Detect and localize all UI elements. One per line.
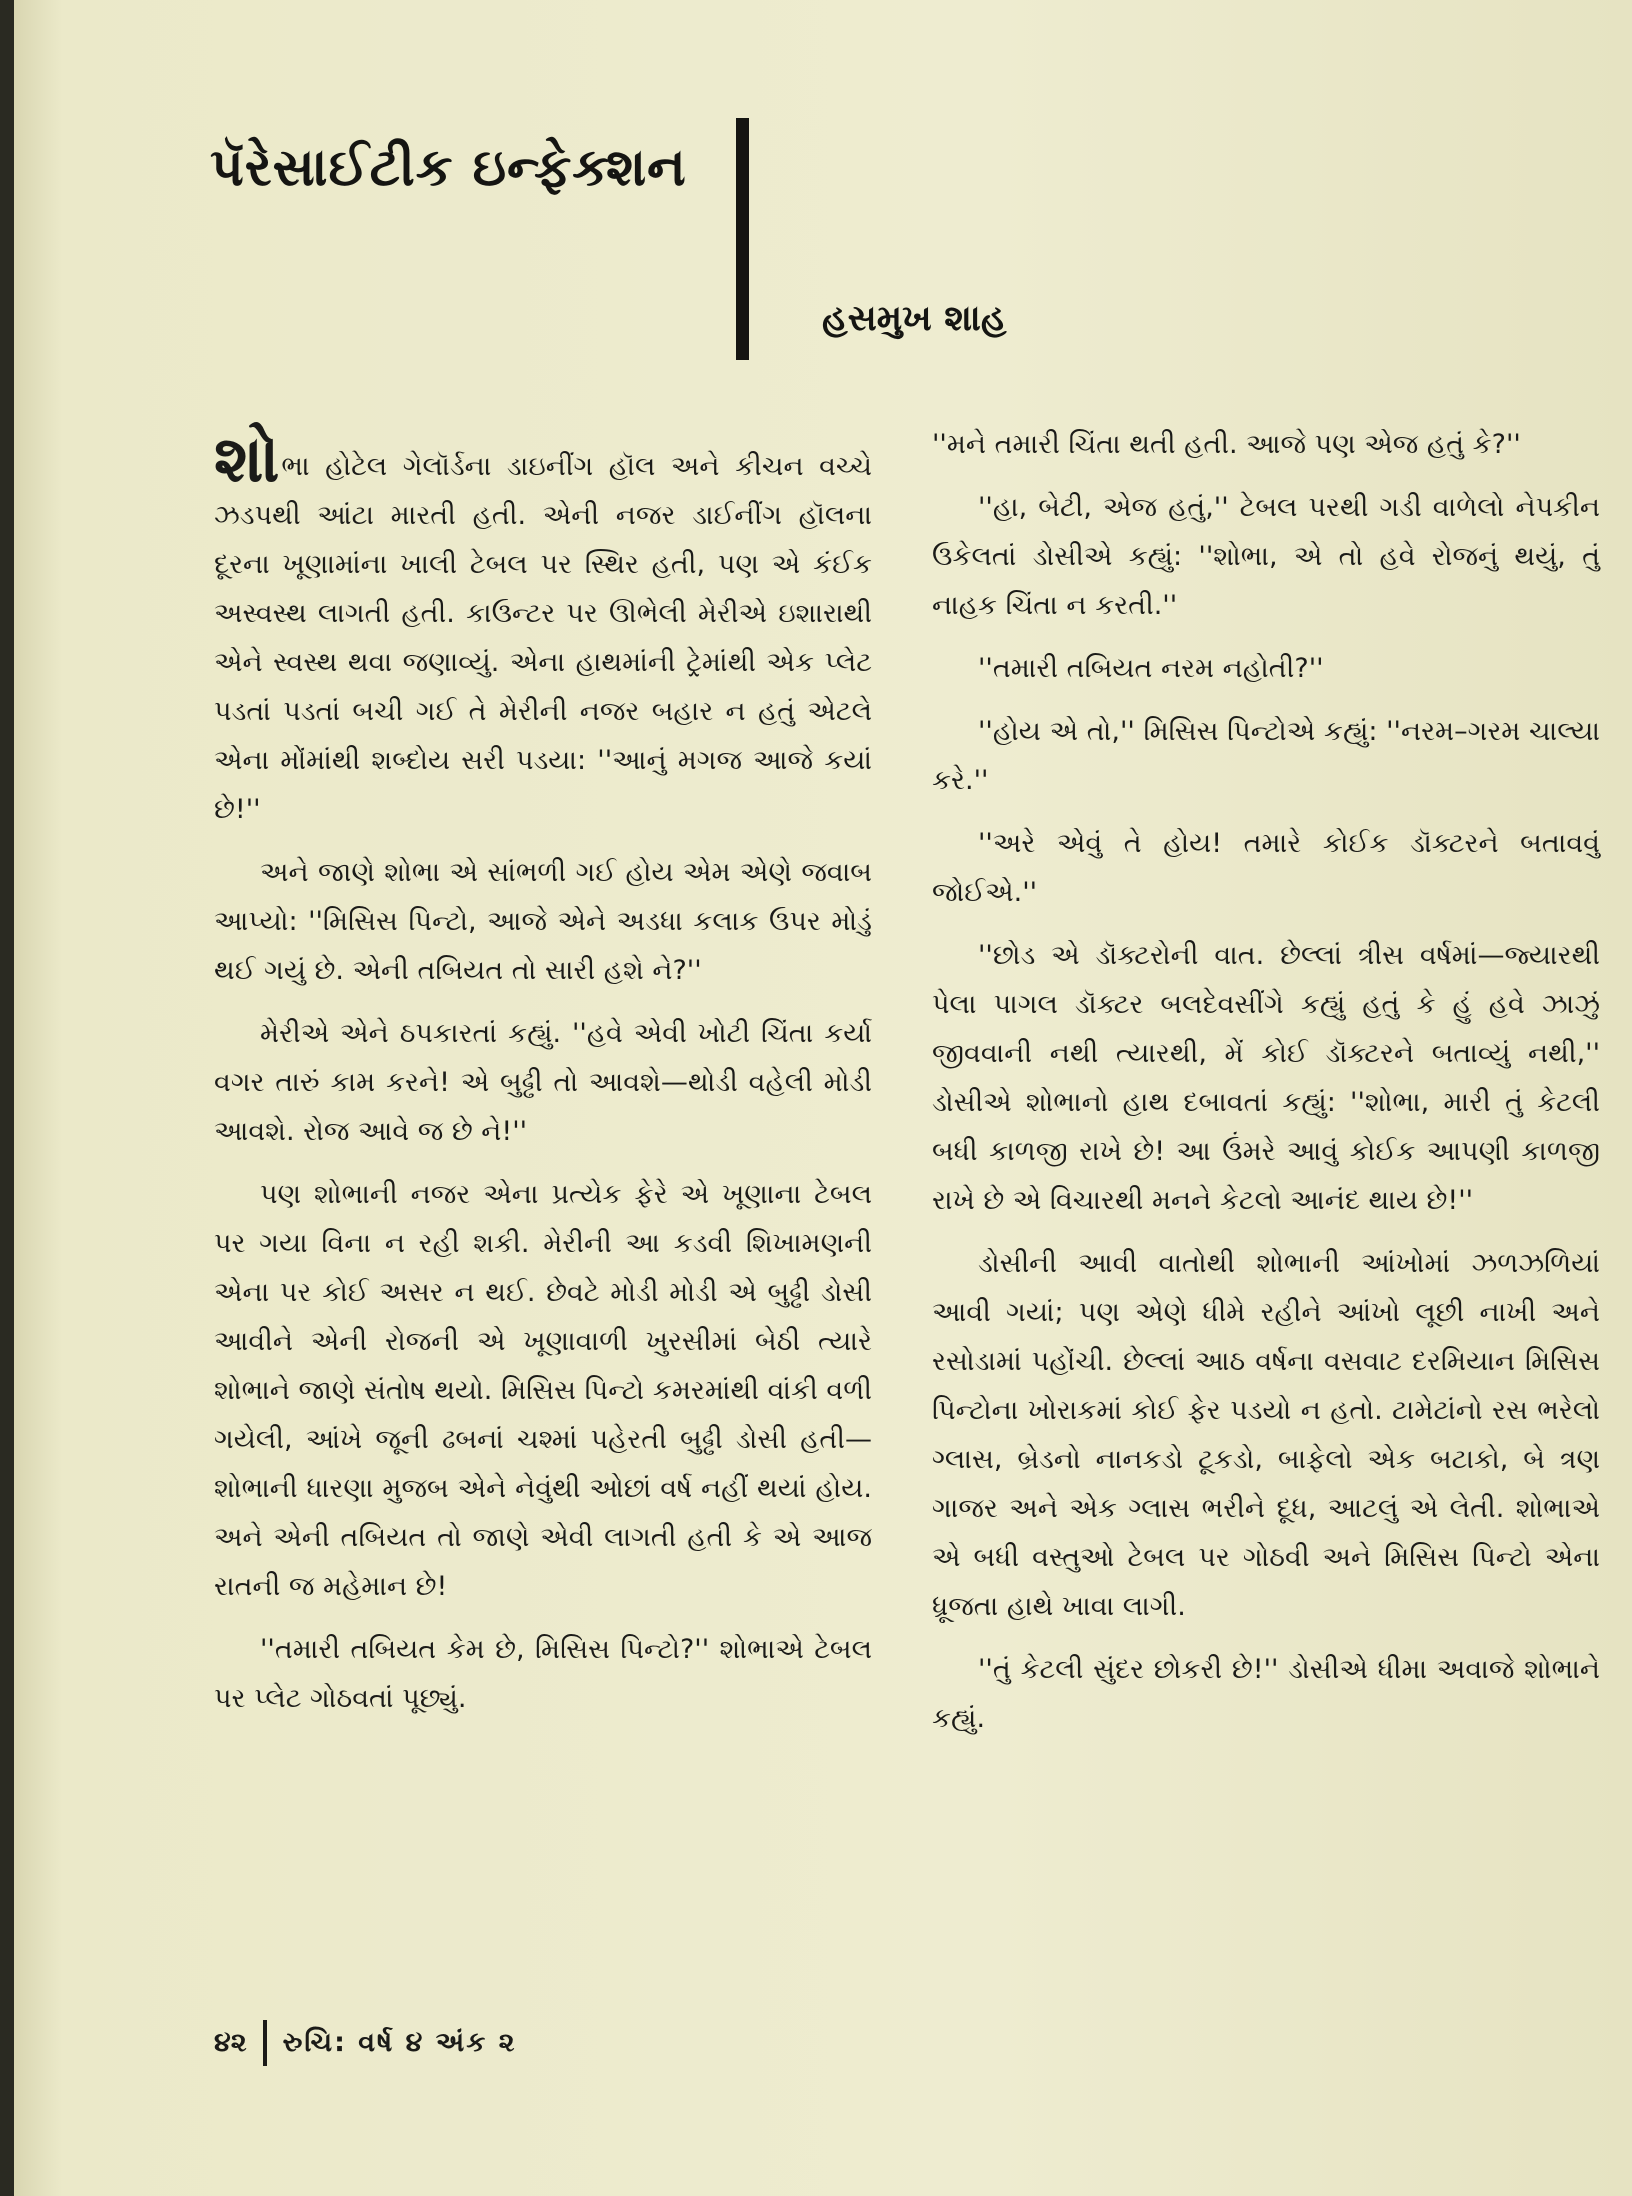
paragraph: અને જાણે શોભા એ સાંભળી ગઈ હોય એમ એણે જવાબ આપ્યો: ''મિસિસ પિન્ટો, આજે એને અડધા કલાક ઉપર મોડું થઈ ગયું છે. એની તબિયત તો સારી હશે ને?'' xyxy=(214,857,872,986)
story-title: પૅરેસાઈટીક ઇન્ફેક્શન xyxy=(210,138,687,198)
paragraph-text: ભા હોટેલ ગેલૉર્ડના ડાઇનીંગ હૉલ અને કીચન વચ્ચે ઝડપથી આંટા મારતી હતી. એની નજર ડાઈનીંગ હૉલના દૂરના ખૂણામાંના ખાલી ટેબલ પર સ્થિર હતી, પણ એ કંઈક અસ્વસ્થ લાગતી હતી. કાઉન્ટર પર ઊભેલી મેરીએ ઇશારાથી એને સ્વસ્થ થવા જણાવ્યું. એના હાથમાંની ટ્રેમાંથી એક પ્લેટ પડતાં પડતાં બચી ગઈ તે મેરીની નજર બહાર ન હતું એટલે એના મોંમાંથી શબ્દોય સરી પડયા: ''આનું મગજ આજે કયાં છે!'' xyxy=(214,451,872,825)
paragraph: પણ શોભાની નજર એના પ્રત્યેક ફેરે એ ખૂણાના ટેબલ પર ગયા વિના ન રહી શકી. મેરીની આ કડવી શિખામણની એના પર કોઈ અસર ન થઈ. છેવટે મોડી મોડી એ બુઢ્ઢી ડોસી આવીને એની રોજની એ ખૂણાવાળી ખુરસીમાં બેઠી ત્યારે શોભાને જાણે સંતોષ થયો. મિસિસ પિન્ટો કમરમાંથી વાંકી વળી ગયેલી, આંખે જૂની ઢબનાં ચશ્માં પહેરતી બુઢ્ઢી ડોસી હતી—શોભાની ધારણા મુજબ એને નેવુંથી ઓછાં વર્ષ નહીં થયાં હોય. અને એની તબિયત તો જાણે એવી લાગતી હતી કે એ આજ રાતની જ મહેમાન છે! xyxy=(214,1179,872,1602)
author-name: હસમુખ શાહ xyxy=(822,298,1007,339)
page-footer xyxy=(214,2020,517,2066)
left-column xyxy=(214,423,872,1737)
footer-divider xyxy=(263,2020,267,2066)
paragraph: ''અરે એવું તે હોય! તમારે કોઈક ડૉક્ટરને બતાવવું જોઈએ.'' xyxy=(932,828,1600,908)
paragraph: ''તું કેટલી સુંદર છોકરી છે!'' ડોસીએ ધીમા અવાજે શોભાને કહ્યું. xyxy=(932,1654,1600,1734)
page-number: ૪૨ xyxy=(214,2027,247,2058)
paragraph: ''હોય એ તો,'' મિસિસ પિન્ટોએ કહ્યું: ''નરમ–ગરમ ચાલ્યા કરે.'' xyxy=(932,716,1600,796)
magazine-page xyxy=(14,0,1632,2196)
paragraph-continuation: ''મને તમારી ચિંતા થતી હતી. આજે પણ એજ હતું કે?'' xyxy=(932,429,1521,460)
title-divider xyxy=(736,118,749,360)
paragraph xyxy=(214,423,872,834)
magazine-issue: રુચિ: વર્ષ ૪ અંક ૨ xyxy=(282,2027,517,2058)
paragraph: ''તમારી તબિયત કેમ છે, મિસિસ પિન્ટો?'' શોભાએ ટેબલ પર પ્લેટ ગોઠવતાં પૂછ્યું. xyxy=(214,1634,872,1714)
paragraph: ''છોડ એ ડૉક્ટરોની વાત. છેલ્લાં ત્રીસ વર્ષમાં—જ્યારથી પેલા પાગલ ડૉક્ટર બલદેવસીંગે કહ્યું હતું કે હું હવે ઝાઝું જીવવાની નથી ત્યારથી, મેં કોઈ ડૉક્ટરને બતાવ્યું નથી,'' ડોસીએ શોભાનો હાથ દબાવતાં કહ્યું: ''શોભા, મારી તું કેટલી બધી કાળજી રાખે છે! આ ઉંમરે આવું કોઈક આપણી કાળજી રાખે છે એ વિચારથી મનને કેટલો આનંદ થાય છે!'' xyxy=(932,940,1600,1216)
paragraph: ''હા, બેટી, એજ હતું,'' ટેબલ પરથી ગડી વાળેલો નેપકીન ઉકેલતાં ડોસીએ કહ્યું: ''શોભા, એ તો હવે રોજનું થયું, તું નાહક ચિંતા ન કરતી.'' xyxy=(932,492,1600,621)
paragraph: ડોસીની આવી વાતોથી શોભાની આંખોમાં ઝળઝળિયાં આવી ગયાં; પણ એણે ધીમે રહીને આંખો લૂછી નાખી અને રસોડામાં પહોંચી. છેલ્લાં આઠ વર્ષના વસવાટ દરમિયાન મિસિસ પિન્ટોના ખોરાકમાં કોઈ ફેર પડયો ન હતો. ટામેટાંનો રસ ભરેલો ગ્લાસ, બ્રેડનો નાનકડો ટૂકડો, બાફેલો એક બટાકો, બે ત્રણ ગાજર અને એક ગ્લાસ ભરીને દૂધ, આટલું એ લેતી. શોભાએ એ બધી વસ્તુઓ ટેબલ પર ગોઠવી અને મિસિસ પિન્ટો એના ધ્રૂજતા હાથે ખાવા લાગી. xyxy=(932,1248,1600,1622)
drop-cap: શો xyxy=(214,423,280,497)
paragraph: ''તમારી તબિયત નરમ નહોતી?'' xyxy=(978,653,1324,684)
paragraph: મેરીએ એને ઠપકારતાં કહ્યું. ''હવે એવી ખોટી ચિંતા કર્યા વગર તારું કામ કરને! એ બુઢ્ઢી તો આવશે—થોડી વહેલી મોડી આવશે. રોજ આવે જ છે ને!'' xyxy=(214,1018,872,1147)
right-column xyxy=(932,420,1600,1757)
